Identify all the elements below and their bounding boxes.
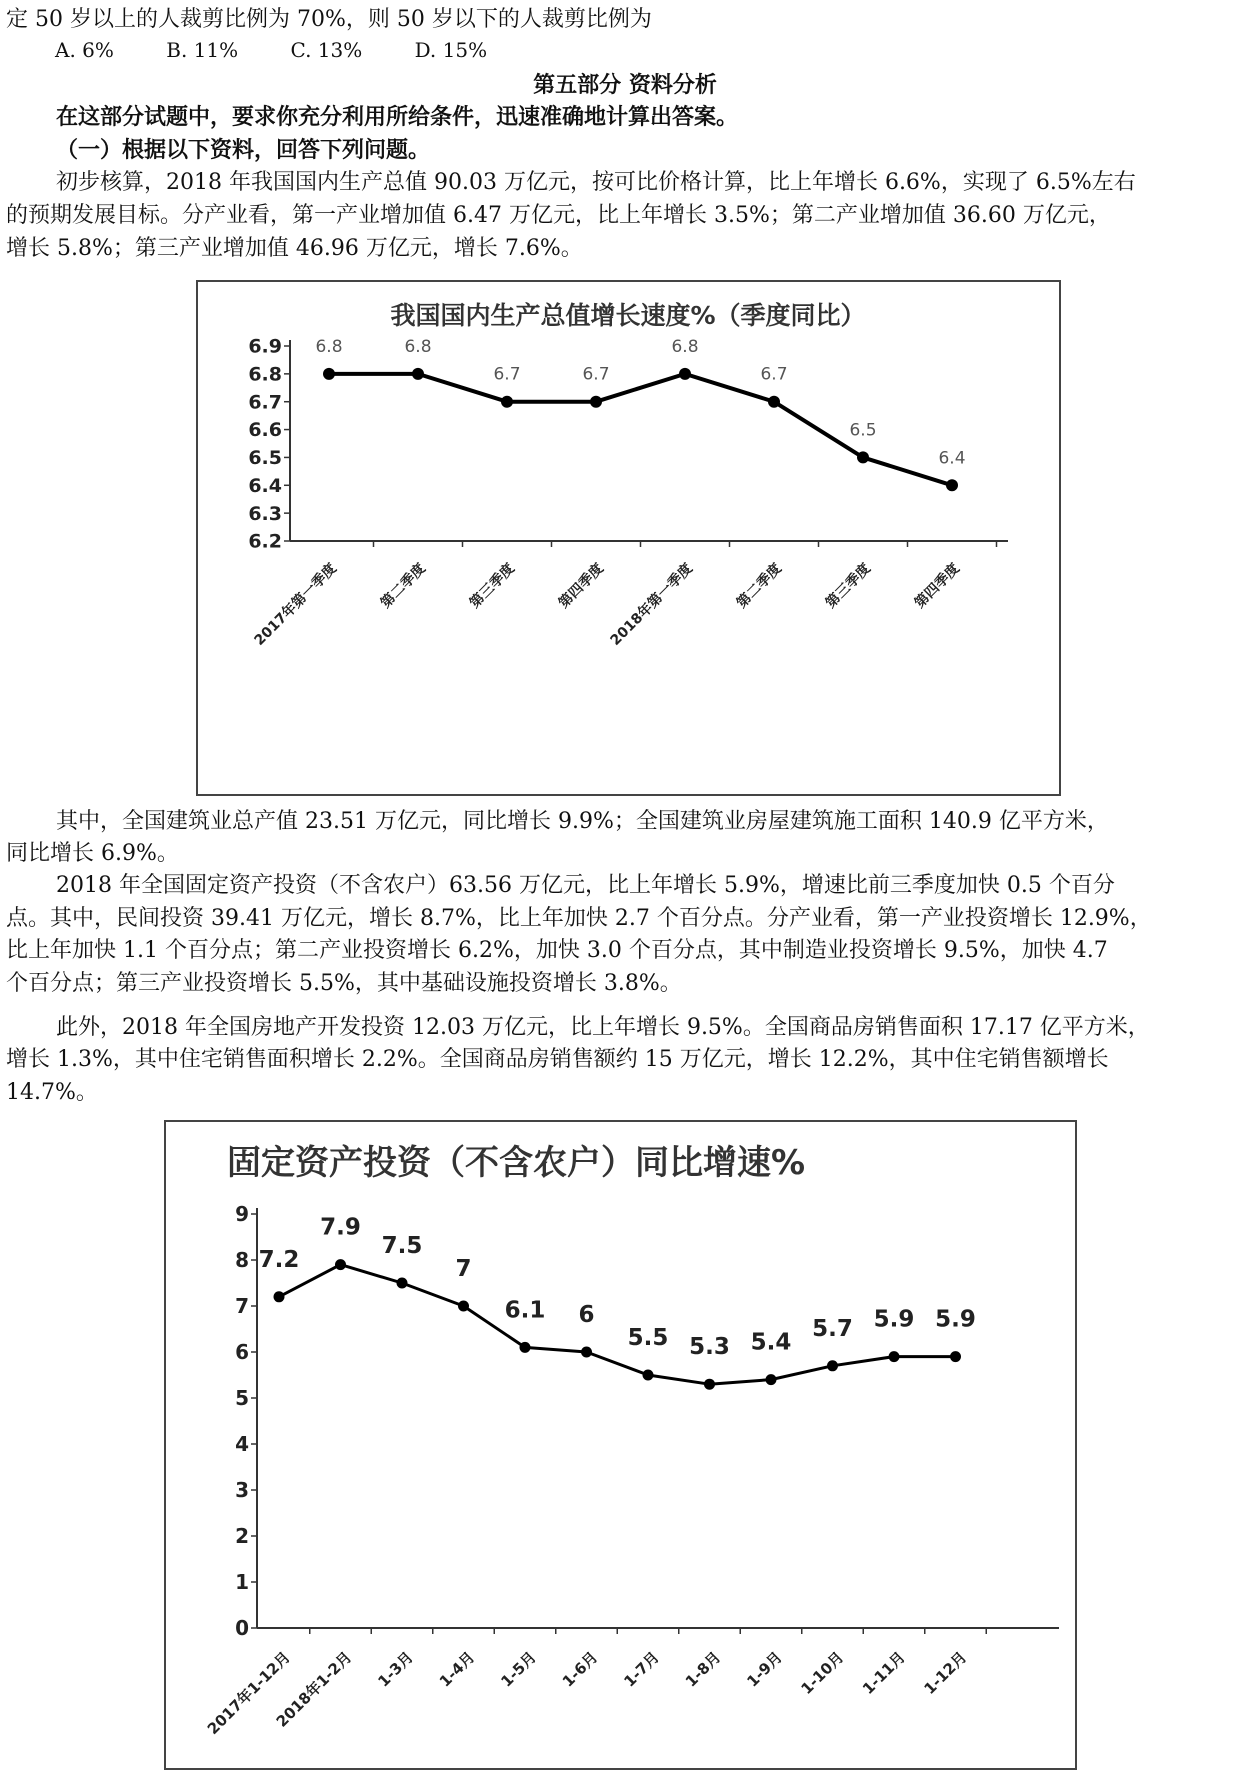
y-tick-label: 8 bbox=[235, 1248, 249, 1272]
data-label: 6.8 bbox=[404, 336, 432, 357]
data-point bbox=[501, 396, 513, 408]
x-category-label: 2018年1-2月 bbox=[272, 1648, 356, 1731]
paragraph-3-line-3: 比上年加快 1.1 个百分点；第二产业投资增长 6.2%，加快 3.0 个百分点，其中制造业投资增长 9.5%，加快 4.7 bbox=[6, 938, 1108, 963]
data-point bbox=[643, 1370, 654, 1381]
x-category-label: 第四季度 bbox=[555, 560, 607, 612]
data-label: 7.2 bbox=[258, 1246, 300, 1273]
data-label: 5.3 bbox=[689, 1334, 730, 1361]
data-point bbox=[335, 1259, 346, 1270]
y-tick-label: 3 bbox=[235, 1478, 249, 1502]
data-point bbox=[412, 368, 424, 380]
y-tick-label: 6.2 bbox=[248, 530, 282, 553]
x-category-label: 1-7月 bbox=[620, 1648, 663, 1691]
data-label: 6 bbox=[578, 1302, 595, 1328]
series-line bbox=[279, 1265, 956, 1385]
gdp-growth-chart-svg bbox=[198, 282, 1059, 794]
data-point bbox=[950, 1351, 961, 1362]
data-point bbox=[704, 1379, 715, 1390]
data-label: 5.9 bbox=[935, 1306, 976, 1333]
chart-title: 我国国内生产总值增长速度%（季度同比） bbox=[390, 301, 866, 330]
x-category-label: 第三季度 bbox=[466, 560, 518, 612]
y-tick-label: 6.8 bbox=[248, 363, 282, 386]
data-point bbox=[323, 368, 335, 380]
section-subheading: （一）根据以下资料，回答下列问题。 bbox=[56, 138, 431, 163]
y-tick-label: 5 bbox=[235, 1386, 249, 1410]
y-tick-label: 1 bbox=[235, 1570, 249, 1594]
option-b: B. 11% bbox=[166, 38, 239, 62]
paragraph-3-line-2: 点。其中，民间投资 39.41 万亿元，增长 8.7%，比上年加快 2.7 个百分点。分产业看，第一产业投资增长 12.9%， bbox=[6, 906, 1152, 931]
data-label: 5.9 bbox=[873, 1306, 915, 1333]
section-title: 第五部分 资料分析 bbox=[533, 73, 717, 98]
data-label: 6.8 bbox=[671, 336, 699, 357]
question-tail-text: 定 50 岁以上的人裁剪比例为 70%，则 50 岁以下的人裁剪比例为 bbox=[6, 7, 652, 32]
data-label: 6.5 bbox=[849, 420, 877, 441]
data-label: 7 bbox=[455, 1256, 472, 1282]
data-point bbox=[520, 1342, 531, 1353]
data-label: 5.7 bbox=[812, 1315, 853, 1342]
x-category-label: 1-10月 bbox=[797, 1648, 848, 1698]
data-point bbox=[581, 1347, 592, 1358]
data-point bbox=[274, 1291, 285, 1302]
data-label: 6.7 bbox=[760, 364, 788, 385]
y-tick-label: 6.5 bbox=[248, 447, 282, 470]
data-point bbox=[946, 479, 958, 491]
paragraph-4-line-3: 14.7%。 bbox=[6, 1080, 98, 1105]
data-point bbox=[889, 1351, 900, 1362]
x-category-label: 2017年1-12月 bbox=[203, 1648, 294, 1739]
x-category-label: 第二季度 bbox=[733, 560, 785, 612]
option-d: D. 15% bbox=[414, 38, 488, 62]
paragraph-3-line-1: 2018 年全国固定资产投资（不含农户）63.56 万亿元，比上年增长 5.9%，增速比前三季度加快 0.5 个百分 bbox=[56, 873, 1115, 898]
x-category-label: 1-3月 bbox=[374, 1648, 417, 1691]
x-category-label: 第四季度 bbox=[911, 560, 963, 612]
y-tick-label: 6.7 bbox=[248, 391, 282, 414]
data-point bbox=[857, 451, 869, 463]
paragraph-2-line-1: 其中，全国建筑业总产值 23.51 万亿元，同比增长 9.9%；全国建筑业房屋建筑施工面积 140.9 亿平方米， bbox=[56, 809, 1109, 834]
paragraph-1-line-2: 的预期发展目标。分产业看，第一产业增加值 6.47 万亿元，比上年增长 3.5%；第二产业增加值 36.60 万亿元， bbox=[6, 203, 1111, 228]
data-label: 6.8 bbox=[315, 336, 343, 357]
data-point bbox=[458, 1301, 469, 1312]
y-tick-label: 6.3 bbox=[248, 502, 282, 525]
x-category-label: 2018年第一季度 bbox=[607, 560, 696, 649]
paragraph-1-line-3: 增长 5.8%；第三产业增加值 46.96 万亿元，增长 7.6%。 bbox=[6, 236, 583, 261]
data-label: 6.7 bbox=[582, 364, 610, 385]
fixed-investment-chart-svg bbox=[166, 1122, 1075, 1768]
data-label: 6.4 bbox=[938, 448, 966, 469]
option-a: A. 6% bbox=[55, 38, 114, 62]
paragraph-2-line-2: 同比增长 6.9%。 bbox=[6, 841, 179, 866]
data-point bbox=[768, 396, 780, 408]
x-category-label: 1-6月 bbox=[558, 1648, 602, 1691]
paragraph-1-line-1: 初步核算，2018 年我国国内生产总值 90.03 万亿元，按可比价格计算，比上年增长 6.6%，实现了 6.5%左右 bbox=[56, 170, 1136, 195]
gdp-growth-chart bbox=[196, 280, 1061, 796]
data-point bbox=[590, 396, 602, 408]
answer-options bbox=[55, 38, 533, 62]
x-category-label: 2017年第一季度 bbox=[251, 560, 340, 649]
y-tick-label: 0 bbox=[235, 1616, 249, 1640]
data-point bbox=[827, 1360, 838, 1371]
y-tick-label: 6.6 bbox=[248, 419, 282, 442]
data-label: 7.9 bbox=[320, 1214, 361, 1241]
y-tick-label: 4 bbox=[235, 1432, 249, 1456]
y-tick-label: 9 bbox=[235, 1202, 249, 1226]
paragraph-3-line-4: 个百分点；第三产业投资增长 5.5%，其中基础设施投资增长 3.8%。 bbox=[6, 971, 682, 996]
data-point bbox=[397, 1278, 408, 1289]
paragraph-4-line-1: 此外，2018 年全国房地产开发投资 12.03 万亿元，比上年增长 9.5%。全国商品房销售面积 17.17 亿平方米， bbox=[56, 1015, 1150, 1040]
x-category-label: 1-11月 bbox=[858, 1648, 909, 1698]
chart-title: 固定资产投资（不含农户）同比增速% bbox=[226, 1143, 806, 1183]
fixed-investment-chart bbox=[164, 1120, 1077, 1770]
y-tick-label: 6.4 bbox=[248, 474, 282, 497]
x-category-label: 1-4月 bbox=[435, 1648, 479, 1691]
y-tick-label: 2 bbox=[235, 1524, 249, 1548]
data-label: 6.1 bbox=[504, 1297, 546, 1324]
data-label: 5.5 bbox=[627, 1325, 669, 1351]
data-label: 6.7 bbox=[493, 364, 521, 385]
x-category-label: 1-9月 bbox=[743, 1648, 786, 1691]
data-point bbox=[679, 368, 691, 380]
x-category-label: 第三季度 bbox=[822, 560, 874, 612]
y-tick-label: 6.9 bbox=[248, 335, 282, 358]
x-category-label: 1-5月 bbox=[497, 1648, 540, 1691]
data-point bbox=[766, 1374, 777, 1385]
x-category-label: 第二季度 bbox=[377, 560, 429, 612]
y-tick-label: 6 bbox=[235, 1340, 249, 1364]
option-c: C. 13% bbox=[290, 38, 363, 62]
x-category-label: 1-8月 bbox=[681, 1648, 725, 1691]
x-category-label: 1-12月 bbox=[920, 1648, 971, 1698]
y-tick-label: 7 bbox=[235, 1294, 249, 1318]
paragraph-4-line-2: 增长 1.3%，其中住宅销售面积增长 2.2%。全国商品房销售额约 15 万亿元，增长 12.2%，其中住宅销售额增长 bbox=[6, 1047, 1109, 1072]
data-label: 5.4 bbox=[750, 1329, 792, 1356]
data-label: 7.5 bbox=[381, 1233, 423, 1259]
section-instruction: 在这部分试题中，要求你充分利用所给条件，迅速准确地计算出答案。 bbox=[56, 105, 739, 130]
